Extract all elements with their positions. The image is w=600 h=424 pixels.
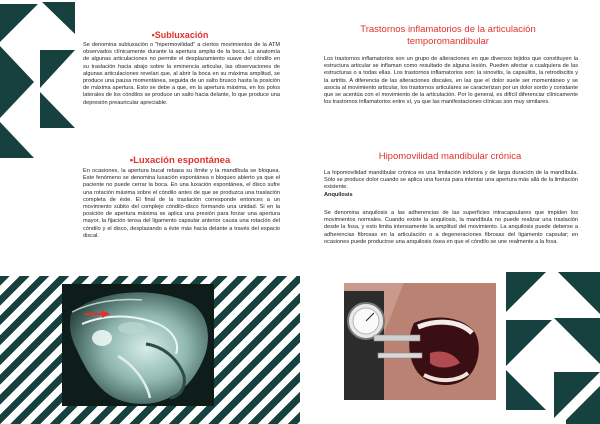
- luxacion-title: •Luxación espontánea: [129, 155, 231, 166]
- subluxacion-text: Se denomina subluxación o "hipermovilidad" a ciertos movimientos de la ATM observados clínicamente durante la apertura amplia de la boca. La anatomía de algunas articulaciones no permite el desplazamiento suave del cóndilo en su traslación hacia abajo sobre la eminencia articular, las observaciones de algunas articulaciones revelan que, al abrir la boca en su máxima amplitud, se produce una pausa momentánea, seguida de un salto brusco hasta la posición de máxima apertura. Esto se debe a que, en la apertura máxima, en los polos laterales de los cóndilos se produce un salto hacia delante, lo que produce una depresión preauricular apreciable.: [83, 42, 280, 106]
- right-page: [300, 0, 600, 424]
- luxacion-text: En ocasiones, la apertura bucal rebasa su límite y la mandíbula se bloquea. Este fenómeno se denomina luxación espontánea o bloqueo abierto ya que el paciente no puede cerrar la boca. En una luxación espontánea, el disco sufre una rotación máxima sobre el cóndilo antes de que se produzca una traslación completa de éste. El final de la traslación corresponde entonces a un movimiento súbito del complejo cóndilo-disco formando una unidad. Si en la posición de apertura máxima se aplica una presión para forzar una apertura mayor, la fijación tensa del ligamento capsular anterior causa una rotación del cóndilo y el disco, desplazando a éste más hacia delante a través del espacio discal.: [83, 168, 280, 239]
- left-triangle-decoration: [0, 0, 75, 160]
- mouth-opening-measurement-photo: [344, 283, 496, 400]
- anquilosis-subheading: Anquilosis: [324, 192, 353, 198]
- subluxacion-title: •Subluxación: [151, 30, 209, 40]
- hipomovilidad-title: Hipomovilidad mandibular crónica: [378, 151, 522, 162]
- hipomovilidad-text: La hipomovilidad mandibular crónica es una limitación indolora y de larga duración de la mandíbula. Sólo se produce dolor cuando se aplica una fuerza para intentar una apertura más allá de la limitación existente.: [324, 170, 578, 191]
- tmj-3d-ct-image: [62, 284, 214, 406]
- anquilosis-text: Se denomina anquilosis a las adherencias de las superficies intracapsulares que impiden los movimientos normales. Cuando existe la anquilosis, la mandíbula no puede realizar una traslación desde la fosa, y esto limita intensamente la amplitud del movimiento. La anquilosis puede deberse a adherencias fibrosas en la articulación o a degeneraciones fibrosas del ligamento capsular; en ocasiones puede producirse una anquilosis ósea en que el cóndilo se une realmente a la fosa.: [324, 210, 578, 245]
- trastornos-text: Los trastornos inflamatorios son un grupo de alteraciones en que diversos tejidos que constituyen la estructura articular se inflaman como resultado de alguna lesión. Pueden afectar a cualquiera de las estructuras o a todas ellas. Los trastornos inflamatorios son: la sinovitis, la capsulitis, la retrodiscitis y la artritis. A diferencia de las alteraciones discales, en las que el dolor suele ser momentáneo y se asocia al movimiento articular, los trastornos articulares se caracterizan por un dolor sordo y constante que se acentúa con el movimiento de la articulación. Por lo general, es difícil diferenciar clínicamente los trastornos inflamatorios entre sí, ya que las manifestaciones clínicas son muy similares.: [324, 56, 579, 106]
- trastornos-title: Trastornos inflamatorios de la articulación temporomandibular: [360, 24, 536, 47]
- right-triangle-decoration: [506, 268, 600, 424]
